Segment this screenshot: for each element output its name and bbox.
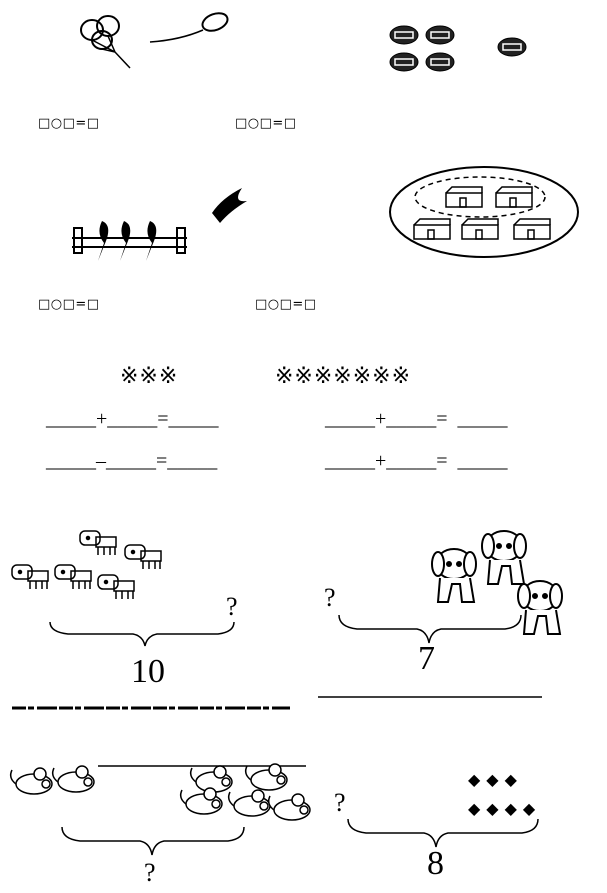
puppies-total: 7 bbox=[418, 640, 435, 677]
equation-2: □○□=□ bbox=[235, 116, 297, 131]
diamonds-question-mark: ? bbox=[334, 788, 346, 817]
dogs-brace bbox=[48, 620, 238, 650]
dogs-question-mark: ? bbox=[226, 592, 238, 621]
stars-right: ※※※※※※※ bbox=[275, 364, 412, 389]
fill-row-2-right: _____+_____= _____ bbox=[325, 450, 508, 472]
stars-left: ※※※ bbox=[120, 364, 179, 389]
equation-4: □○□=□ bbox=[255, 297, 317, 312]
fill-row-2-left: _____–_____=_____ bbox=[46, 450, 218, 472]
dogs-total: 10 bbox=[131, 653, 165, 690]
fill-row-1-right: _____+_____= _____ bbox=[325, 408, 508, 430]
mice-brace bbox=[60, 825, 250, 857]
equation-1: □○□=□ bbox=[38, 116, 100, 131]
diamonds-top-row: ◆◆◆ bbox=[468, 770, 523, 789]
mice-question-mark: ? bbox=[144, 858, 156, 887]
diamonds-total: 8 bbox=[427, 845, 444, 882]
dogs-picture bbox=[10, 527, 170, 607]
fill-row-1-left: _____+_____=_____ bbox=[46, 408, 219, 430]
diamonds-brace bbox=[346, 817, 546, 852]
equation-3: □○□=□ bbox=[38, 297, 100, 312]
mice-picture bbox=[8, 760, 308, 830]
balloons-picture bbox=[70, 10, 240, 80]
houses-picture bbox=[388, 165, 588, 260]
puppies-question-mark: ? bbox=[324, 583, 336, 612]
diamonds-bottom-row: ◆◆◆◆ bbox=[468, 799, 542, 818]
birds-on-fence-picture bbox=[72, 183, 257, 263]
divider-line bbox=[0, 690, 607, 720]
coins-picture bbox=[388, 25, 528, 75]
